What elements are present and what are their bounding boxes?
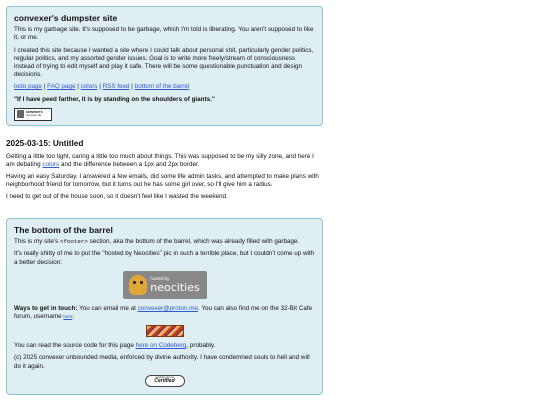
site-title: convexer's dumpster site: [14, 13, 118, 23]
dumpster-icon: [17, 110, 24, 118]
footer-text: section, aka the bottom of the barrel, which was already filled with garbage.: [87, 238, 300, 246]
footer-paragraph-1: [14, 238, 315, 246]
post-text: Getting a little too tight, caring a little too much about things. This was supposed to be my silly zone, and here I am debating: [6, 152, 314, 168]
link-separator: |: [129, 83, 135, 91]
neocities-small-text: hosted by: [150, 276, 170, 282]
footer-title: The bottom of the barrel: [14, 225, 113, 235]
bottom-link[interactable]: bottom of the barrel: [134, 83, 190, 91]
contact-label: Ways to get in touch:: [14, 304, 78, 312]
footer-paragraph-2: It's really shitty of me to put the "hosted by Neocities" pic in such a terrible place, but I couldn't come up with a better decision:: [14, 250, 315, 266]
colors-link[interactable]: colors: [80, 83, 98, 91]
blog-post: [6, 139, 321, 206]
certified-big-text: Certified: [154, 377, 175, 384]
source-text: , probably.: [186, 342, 216, 350]
source-text: You can read the source code for this page: [14, 342, 136, 350]
codeberg-link[interactable]: here on Codeberg: [135, 342, 187, 350]
certified-badge[interactable]: [145, 375, 185, 387]
site-badge[interactable]: [14, 108, 52, 121]
post-title: 2025-03-15: Untitled: [6, 139, 84, 148]
contact-text: . You can also find me on the 32-Bit Cafe forum, username: [14, 304, 313, 320]
faq-link[interactable]: FAQ page: [47, 83, 76, 91]
contact-text: :: [72, 313, 75, 320]
post-paragraph-2: Having an easy Saturday. I answered a few emails, did some life admin tasks, and attempted to make plans with neighborhood friend for tomorrow, but it turns out he has some girl over, so I'll give him a radius.: [6, 173, 319, 189]
post-paragraph-3: I need to get out of the house soon, so it doesn't feel like I wasted the weekend.: [6, 193, 228, 201]
neocities-badge[interactable]: [123, 271, 207, 299]
todo-link[interactable]: todo page: [14, 83, 43, 91]
forum-here-link[interactable]: here: [63, 314, 73, 319]
header-panel: [6, 6, 323, 126]
contact-paragraph: [14, 305, 315, 321]
link-separator: |: [75, 83, 81, 91]
certified-small-text: neighbourhood: [155, 374, 174, 379]
footer-panel: [6, 218, 323, 395]
neocities-cat-icon: [129, 275, 147, 295]
about-text: I created this site because I wanted a site where I could talk about personal shit, particularly gender politics, regular politics, and my assorted gender issues. Goal is to write more freely/stream of consciousness instead of trying to edit myself and play it safe. There will be some questionable punctuation and design decisions.: [14, 46, 314, 79]
quote-text: "If I have peed farther, it is by standing on the shoulders of giants.": [14, 95, 215, 103]
rss-link[interactable]: RSS feed: [102, 83, 130, 91]
footer-code: <footer>: [60, 238, 88, 246]
intro-text: This is my garbage site. It's supposed to be garbage, which I'm told is liberating. You aren't supposed to like it, or me.: [14, 26, 314, 42]
badge-text-2: dumpster site: [26, 113, 42, 117]
contact-text: You can email me at: [77, 304, 138, 312]
nav-links: [14, 83, 315, 91]
link-separator: |: [97, 83, 103, 91]
forum-badge[interactable]: [146, 325, 184, 337]
email-link[interactable]: convexer@proton.me: [137, 304, 198, 312]
colors-inline-link[interactable]: colors: [42, 160, 60, 168]
source-paragraph: [14, 342, 315, 350]
link-separator: |: [42, 83, 48, 91]
neocities-big-text: neocities: [150, 280, 200, 294]
copyright-text: (c) 2025 convexer unbounded media, enforced by divine authority. I have condemned souls to hell and will do it again.: [14, 354, 310, 370]
footer-text: This is my site's: [14, 238, 60, 246]
post-text: and the difference between a 1px and 2px border.: [59, 160, 200, 168]
post-paragraph-1: [6, 153, 321, 169]
badge-text-1: convexer's: [26, 110, 43, 114]
